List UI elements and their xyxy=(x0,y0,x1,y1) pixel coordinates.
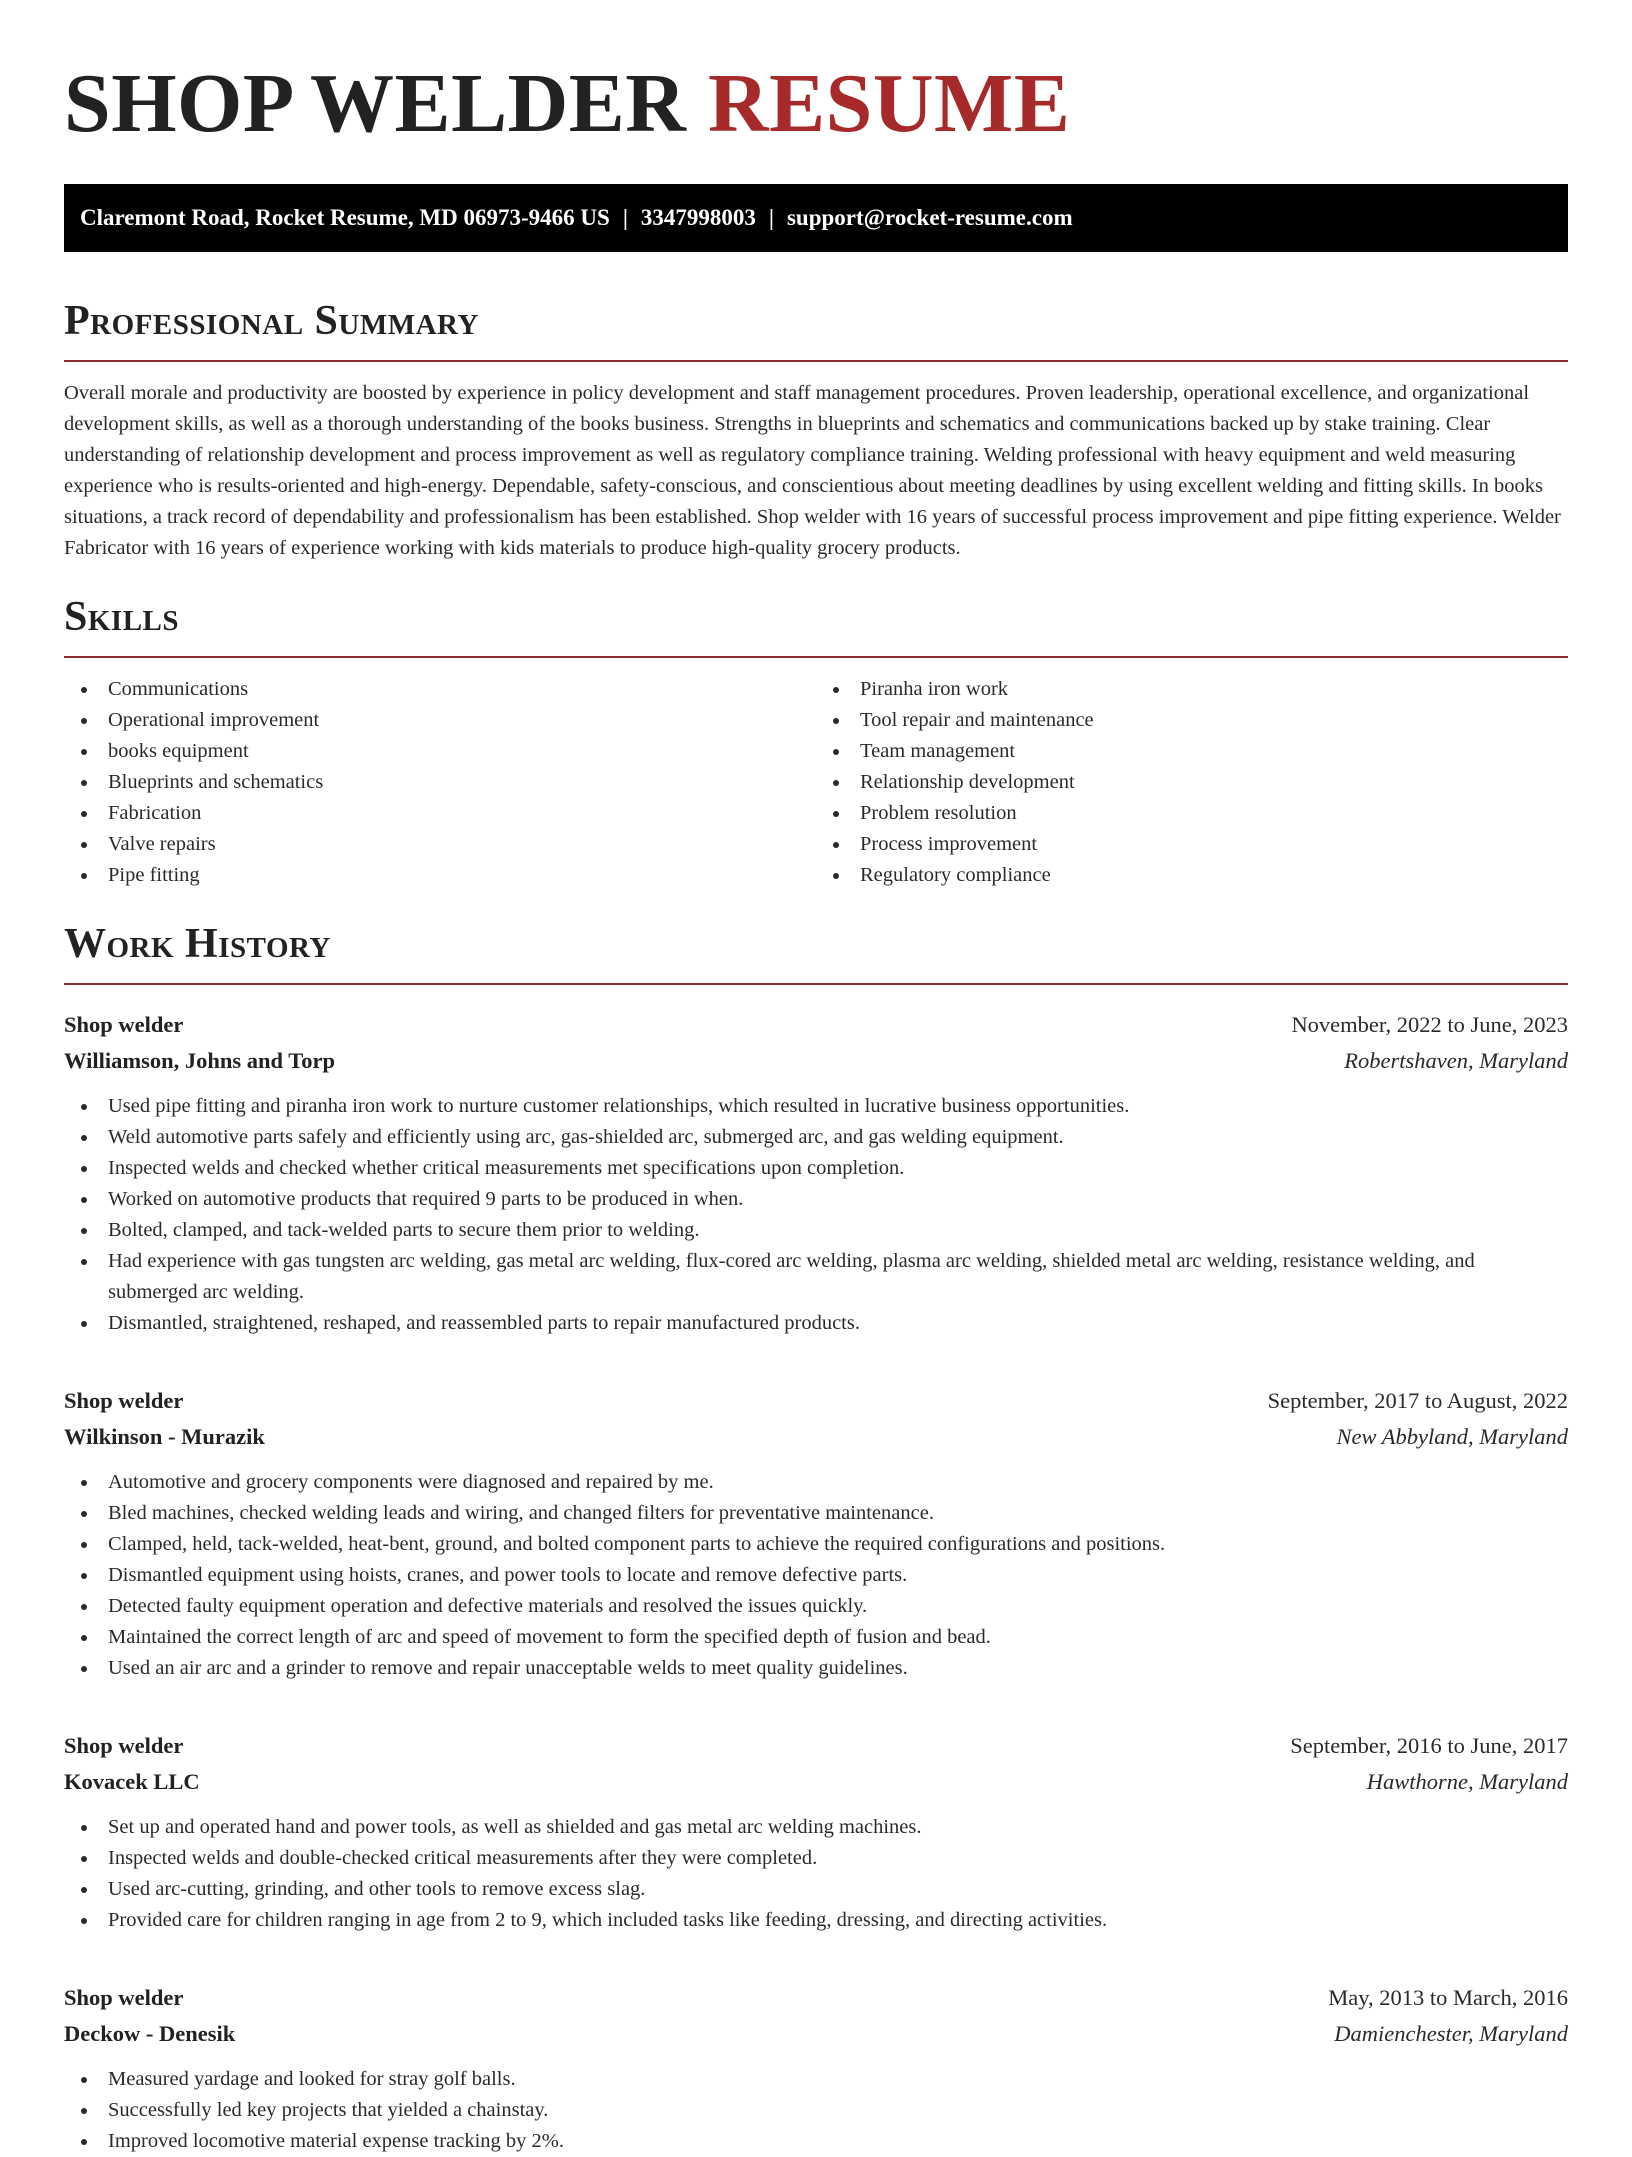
skill-item: Tool repair and maintenance xyxy=(816,705,1568,736)
job-dates: September, 2016 to June, 2017 xyxy=(1290,1733,1568,1758)
job-dates: September, 2017 to August, 2022 xyxy=(1267,1388,1568,1413)
skill-item: Fabrication xyxy=(64,798,816,829)
job-company: Williamson, Johns and Torp xyxy=(64,1048,335,1073)
contact-address: Claremont Road, Rocket Resume, MD 06973-9466 US xyxy=(80,205,610,230)
job-bullet: Had experience with gas tungsten arc welding, gas metal arc welding, flux-cored arc welding, plasma arc welding, shielded metal arc welding, resistance welding, and submerged arc welding. xyxy=(64,1246,1568,1308)
contact-bar xyxy=(64,184,1568,252)
work-history-section xyxy=(64,919,1568,2157)
job-bullet: Provided care for children ranging in age from 2 to 9, which included tasks like feeding, dressing, and directing activities. xyxy=(64,1905,1568,1936)
job-location: Hawthorne, Maryland xyxy=(1366,1769,1568,1794)
skill-item: Valve repairs xyxy=(64,829,816,860)
skill-item: Piranha iron work xyxy=(816,674,1568,705)
job-header-row xyxy=(64,1728,1568,1764)
job-header-row xyxy=(64,1383,1568,1419)
job-bullet: Set up and operated hand and power tools, as well as shielded and gas metal arc welding machines. xyxy=(64,1812,1568,1843)
job-bullet: Worked on automotive products that required 9 parts to be produced in when. xyxy=(64,1184,1568,1215)
job-bullet: Automotive and grocery components were diagnosed and repaired by me. xyxy=(64,1467,1568,1498)
job-company: Kovacek LLC xyxy=(64,1769,200,1794)
contact-email[interactable]: support@rocket-resume.com xyxy=(786,205,1073,230)
job-bullet: Used arc-cutting, grinding, and other tools to remove excess slag. xyxy=(64,1874,1568,1905)
job-dates: May, 2013 to March, 2016 xyxy=(1328,1985,1568,2010)
contact-separator: | xyxy=(622,205,628,230)
job-bullet: Used pipe fitting and piranha iron work to nurture customer relationships, which resulted in lucrative business opportunities. xyxy=(64,1091,1568,1122)
skill-item: Blueprints and schematics xyxy=(64,767,816,798)
job-company-row xyxy=(64,1043,1568,1079)
resume-title xyxy=(64,0,1568,150)
job-entry xyxy=(64,1007,1568,1339)
job-location: Robertshaven, Maryland xyxy=(1344,1048,1568,1073)
job-bullet: Inspected welds and checked whether critical measurements met specifications upon completion. xyxy=(64,1153,1568,1184)
job-bullet: Maintained the correct length of arc and speed of movement to form the specified depth of fusion and bead. xyxy=(64,1622,1568,1653)
job-bullet: Used an air arc and a grinder to remove and repair unacceptable welds to meet quality guidelines. xyxy=(64,1653,1568,1684)
job-bullet: Dismantled equipment using hoists, cranes, and power tools to locate and remove defective parts. xyxy=(64,1560,1568,1591)
skill-item: Problem resolution xyxy=(816,798,1568,829)
job-bullet: Bolted, clamped, and tack-welded parts to secure them prior to welding. xyxy=(64,1215,1568,1246)
job-title: Shop welder xyxy=(64,1985,184,2010)
summary-text: Overall morale and productivity are boosted by experience in policy development and staff management procedures. Proven leadership, operational excellence, and organizational development skills, as well as a thorough understanding of the books business. Strengths in blueprints and schematics and communications backed up by stake training. Clear understanding of relationship development and process improvement as well as regulatory compliance training. Welding professional with heavy equipment and weld measuring experience who is results-oriented and high-energy. Dependable, safety-conscious, and conscientious about meeting deadlines by using excellent welding and fitting skills. In books situations, a track record of dependability and professionalism has been established. Shop welder with 16 years of successful process improvement and pipe fitting experience. Welder Fabricator with 16 years of experience working with kids materials to produce high-quality grocery products. xyxy=(64,382,1561,559)
job-entry xyxy=(64,1728,1568,1936)
job-title: Shop welder xyxy=(64,1388,184,1413)
job-bullet: Successfully led key projects that yielded a chainstay. xyxy=(64,2095,1568,2126)
resume-title-accent: RESUME xyxy=(707,57,1071,150)
section-heading-skills: Skills xyxy=(64,594,180,640)
skill-item: Relationship development xyxy=(816,767,1568,798)
job-bullet: Measured yardage and looked for stray golf balls. xyxy=(64,2064,1568,2095)
job-company-row xyxy=(64,2016,1568,2052)
skill-item: Communications xyxy=(64,674,816,705)
skills-column-right xyxy=(816,674,1568,891)
job-bullet: Weld automotive parts safely and efficiently using arc, gas-shielded arc, submerged arc, and gas welding equipment. xyxy=(64,1122,1568,1153)
job-company-row xyxy=(64,1764,1568,1800)
job-bullet: Dismantled, straightened, reshaped, and reassembled parts to repair manufactured products. xyxy=(64,1308,1568,1339)
job-bullets xyxy=(64,1467,1568,1684)
job-location: New Abbyland, Maryland xyxy=(1336,1424,1568,1449)
job-bullet: Improved locomotive material expense tracking by 2%. xyxy=(64,2126,1568,2157)
section-heading-summary: Professional Summary xyxy=(64,298,479,344)
skill-item: books equipment xyxy=(64,736,816,767)
job-bullets xyxy=(64,1091,1568,1339)
professional-summary-section xyxy=(64,296,1568,564)
contact-separator: | xyxy=(768,205,774,230)
contact-phone[interactable]: 3347998003 xyxy=(640,205,756,230)
skill-item: Pipe fitting xyxy=(64,860,816,891)
job-company-row xyxy=(64,1419,1568,1455)
skill-item: Team management xyxy=(816,736,1568,767)
job-bullets xyxy=(64,2064,1568,2157)
job-title: Shop welder xyxy=(64,1733,184,1758)
skill-item: Operational improvement xyxy=(64,705,816,736)
skill-item: Process improvement xyxy=(816,829,1568,860)
job-entry xyxy=(64,1980,1568,2157)
job-location: Damienchester, Maryland xyxy=(1334,2021,1568,2046)
job-bullet: Inspected welds and double-checked critical measurements after they were completed. xyxy=(64,1843,1568,1874)
job-bullet: Bled machines, checked welding leads and wiring, and changed filters for preventative maintenance. xyxy=(64,1498,1568,1529)
skills-section xyxy=(64,592,1568,891)
job-company: Deckow - Denesik xyxy=(64,2021,236,2046)
section-divider xyxy=(64,360,1568,362)
job-title: Shop welder xyxy=(64,1012,184,1037)
job-entry xyxy=(64,1383,1568,1684)
job-header-row xyxy=(64,1980,1568,2016)
job-bullets xyxy=(64,1812,1568,1936)
job-company: Wilkinson - Murazik xyxy=(64,1424,265,1449)
job-bullet: Clamped, held, tack-welded, heat-bent, ground, and bolted component parts to achieve the required configurations and positions. xyxy=(64,1529,1568,1560)
job-header-row xyxy=(64,1007,1568,1043)
skills-column-left xyxy=(64,674,816,891)
skills-grid xyxy=(64,674,1568,891)
job-dates: November, 2022 to June, 2023 xyxy=(1291,1012,1568,1037)
section-heading-work-history: Work History xyxy=(64,921,331,967)
resume-title-main: SHOP WELDER xyxy=(64,57,687,150)
job-bullet: Detected faulty equipment operation and defective materials and resolved the issues quickly. xyxy=(64,1591,1568,1622)
section-divider xyxy=(64,983,1568,985)
section-divider xyxy=(64,656,1568,658)
skill-item: Regulatory compliance xyxy=(816,860,1568,891)
